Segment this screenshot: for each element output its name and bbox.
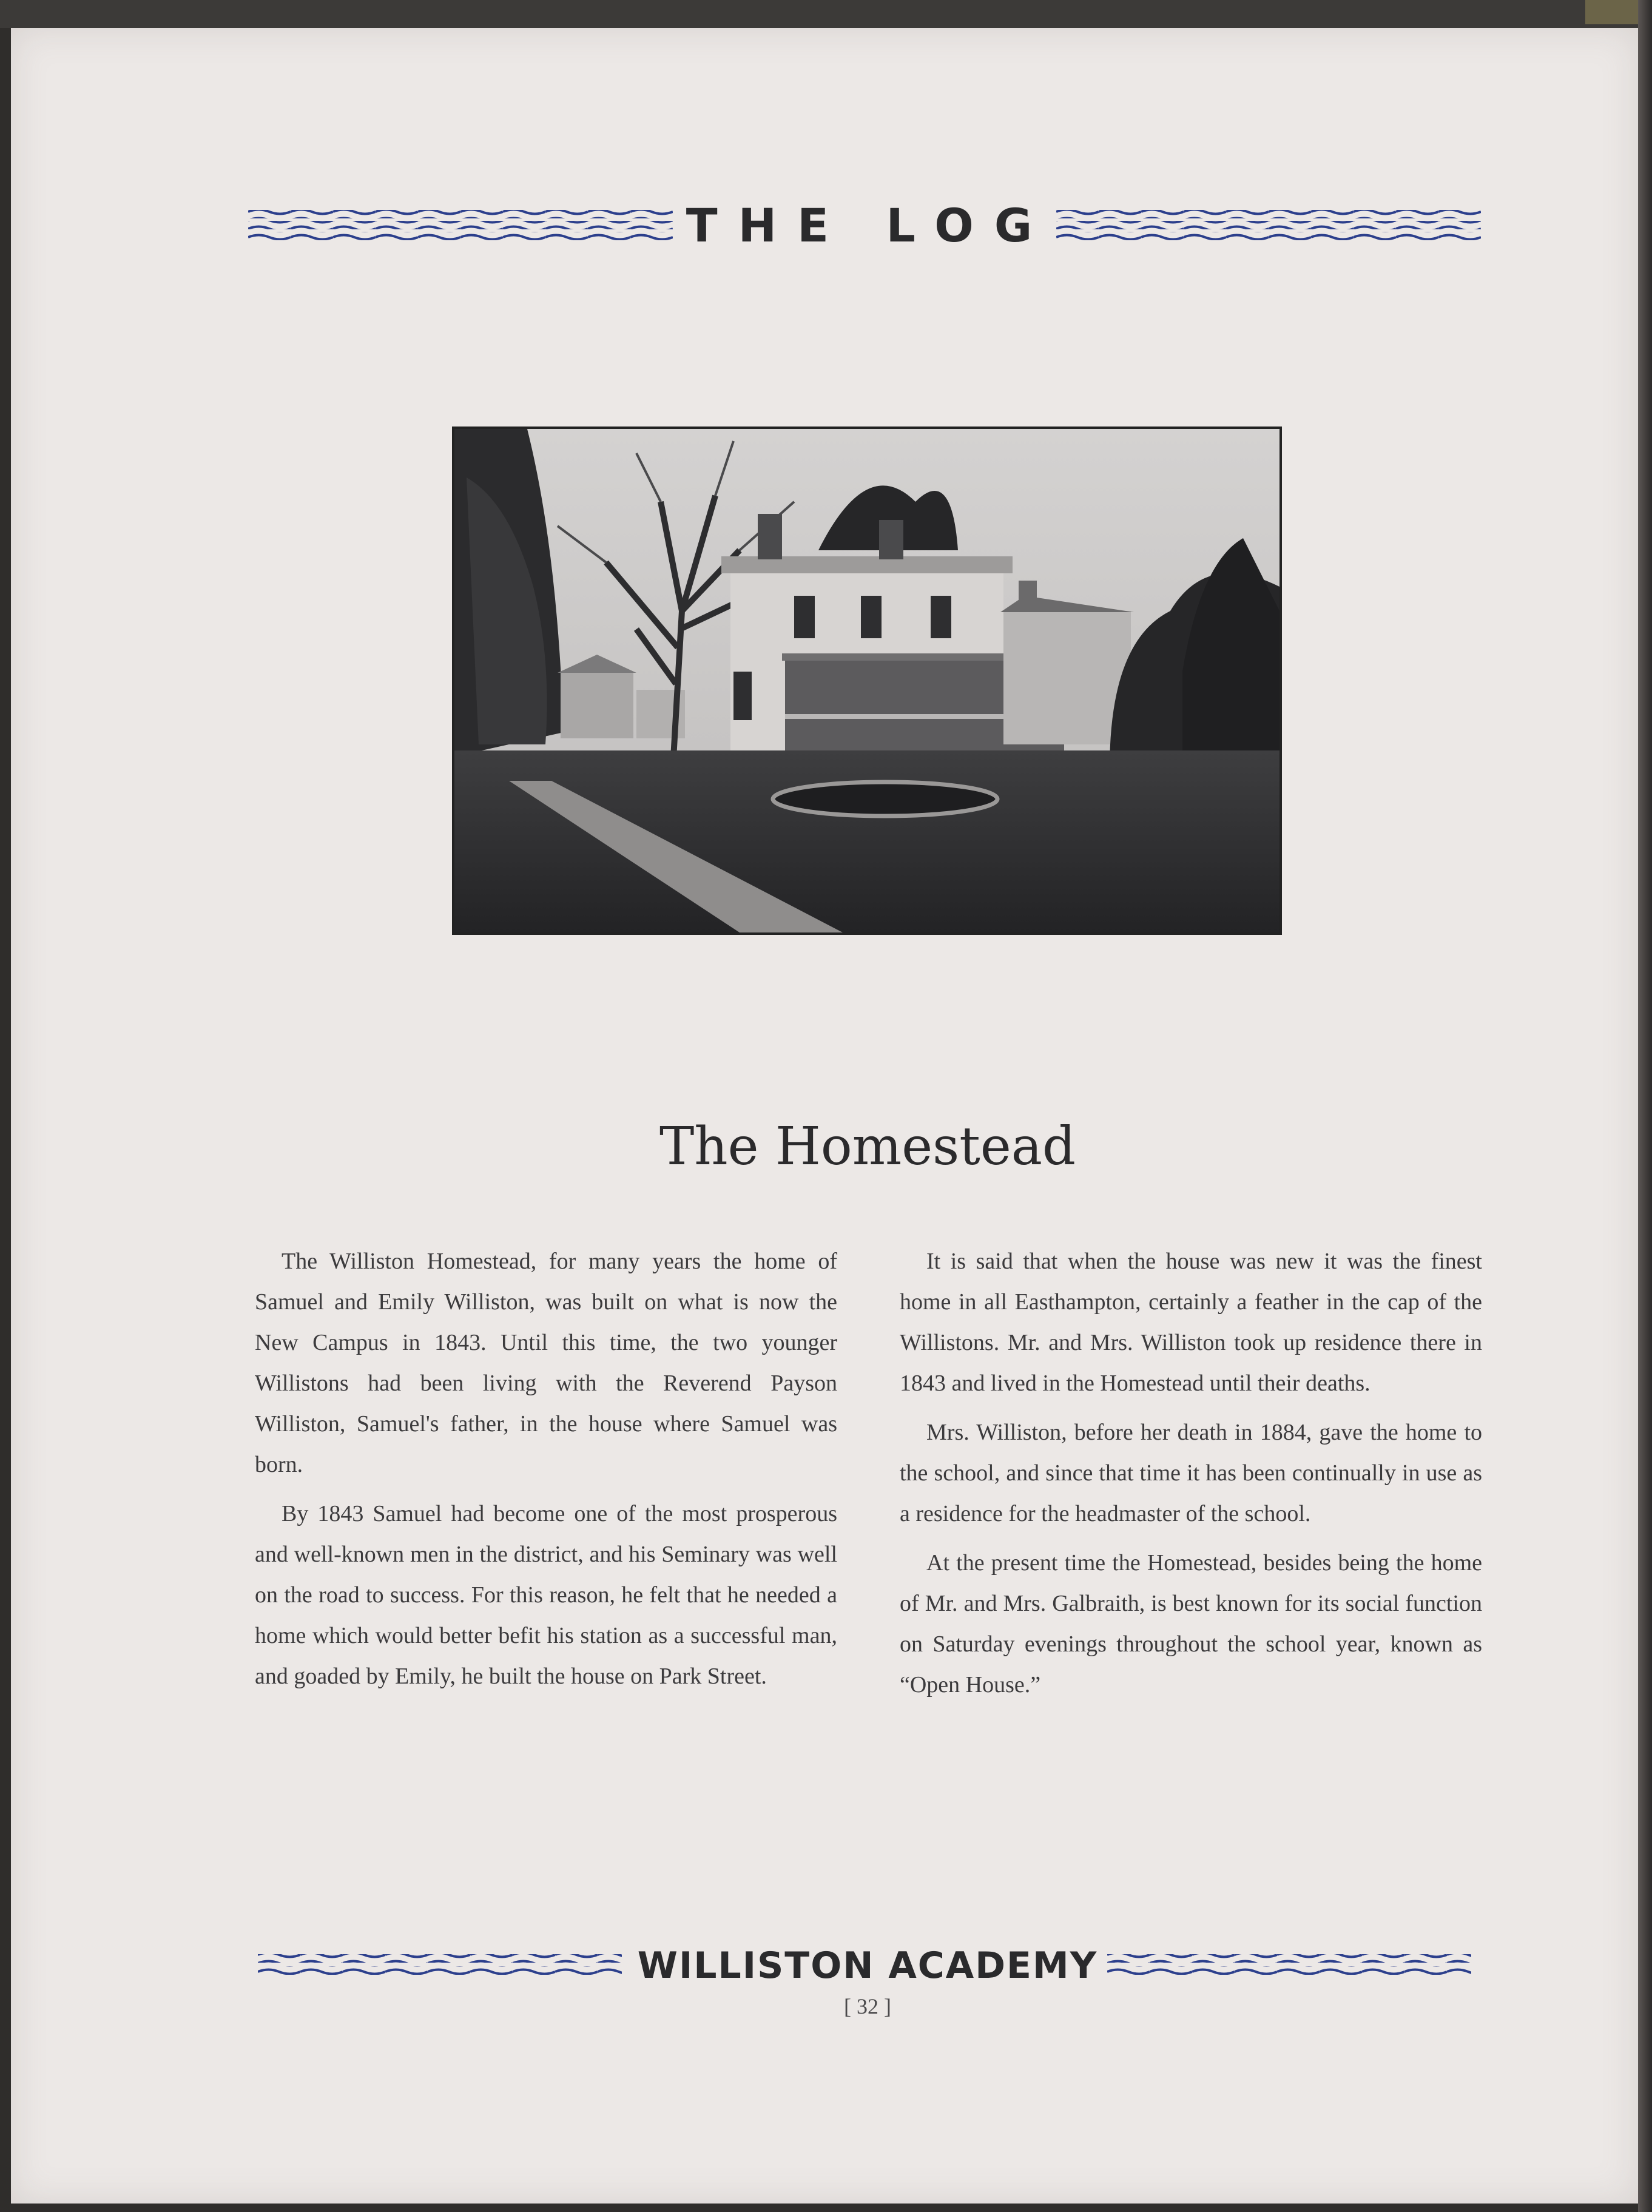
right-text-column <box>900 1241 1482 1714</box>
page-number: [ 32 ] <box>844 1994 891 2018</box>
left-text-column <box>255 1241 837 1705</box>
paragraph: The Williston Homestead, for many years the home of Samuel and Emily Williston, was built on what is now the New Campus in 1843. Until this time, the two younger Willistons had been living with the Reverend Payson Williston, Samuel's father, in the house where Samuel was born. <box>255 1249 837 1477</box>
yearbook-page <box>11 28 1638 2204</box>
scan-top-edge <box>0 0 1652 28</box>
paragraph: By 1843 Samuel had become one of the most prosperous and well-known men in the district, and his Seminary was well on the road to success. For this reason, he felt that he needed a home which would better befit his station as a successful man, and goaded by Emily, he built the house on Park Street. <box>255 1501 837 1689</box>
homestead-photograph <box>452 427 1282 935</box>
wave-ornament-right <box>1056 207 1481 243</box>
paragraph: At the present time the Homestead, besides being the home of Mr. and Mrs. Galbraith, is best known for its social function on Saturday evenings throughout the school year, known as “Open House.” <box>900 1550 1482 1698</box>
header-banner <box>267 198 1462 252</box>
wave-ornament-right <box>1107 1948 1471 1983</box>
wave-ornament-left <box>258 1948 622 1983</box>
article-heading: The Homestead <box>659 1116 1076 1177</box>
footer-banner <box>267 1940 1462 1991</box>
photo-image <box>454 429 1279 932</box>
scan-right-edge <box>1638 0 1652 2212</box>
paragraph: Mrs. Williston, before her death in 1884, gave the home to the school, and since that time it has been continually in use as a residence for the headmaster of the school. <box>900 1420 1482 1526</box>
school-name: WILLISTON ACADEMY <box>637 1944 1098 1987</box>
publication-title: THE LOG <box>686 198 1053 252</box>
paragraph: It is said that when the house was new it was the finest home in all Easthampton, certainly a feather in the cap of the Willistons. Mr. and Mrs. Williston took up residence there in 1843 and lived in the Homestead until their deaths. <box>900 1249 1482 1396</box>
wave-ornament-left <box>248 207 673 243</box>
